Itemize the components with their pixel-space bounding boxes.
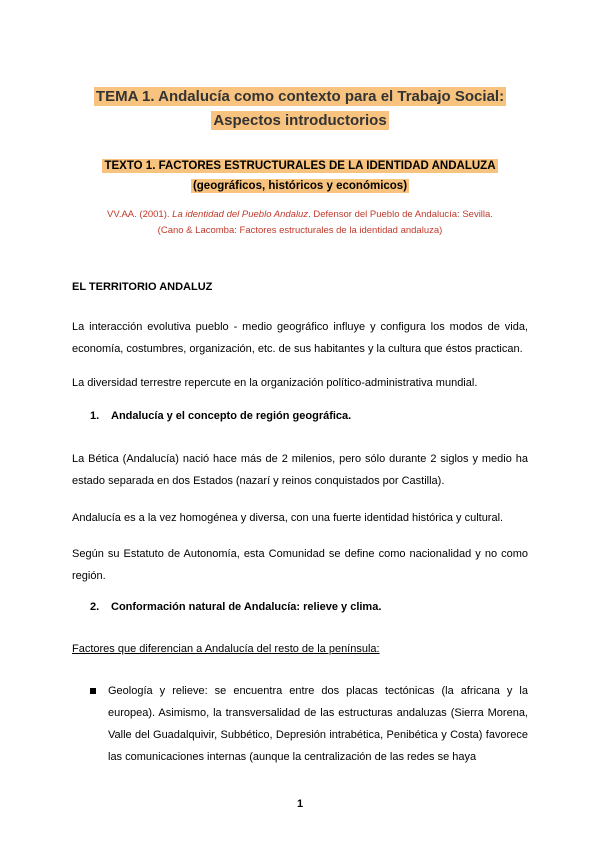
square-bullet-icon	[90, 688, 96, 694]
document-title-line-1: TEMA 1. Andalucía como contexto para el Trabajo Social:	[95, 88, 505, 105]
paragraph-2: La diversidad terrestre repercute en la organización político-administrativa mundial.	[72, 377, 478, 389]
list-item	[90, 680, 528, 768]
heading-2: 2. Conformación natural de Andalucía: relieve y clima.	[90, 601, 382, 613]
heading-1: 1. Andalucía y el concepto de región geográfica.	[90, 410, 352, 422]
paragraph-4: Andalucía es a la vez homogénea y diversa, con una fuerte identidad histórica y cultural.	[72, 512, 504, 524]
page-number: 1	[296, 798, 304, 810]
text-subtitle-line-1: TEXTO 1. FACTORES ESTRUCTURALES DE LA IDENTIDAD ANDALUZA	[104, 160, 496, 172]
factors-intro: Factores que diferencian a Andalucía del resto de la península:	[72, 643, 380, 655]
text-subtitle-line-2: (geográficos, históricos y económicos)	[192, 180, 408, 192]
paragraph-3: La Bética (Andalucía) nació hace más de 2 milenios, pero sólo durante 2 siglos y medio ha estado separada en dos Estados (nazarí y reinos conquistados por Castilla).	[72, 453, 528, 487]
section-title: EL TERRITORIO ANDALUZ	[72, 281, 213, 293]
reference-book-title: La identidad del Pueblo Andaluz	[172, 209, 309, 220]
document-title-line-2: Aspectos introductorios	[213, 112, 387, 129]
reference-line-2: (Cano & Lacomba: Factores estructurales de la identidad andaluza)	[157, 225, 443, 236]
paragraph-1: La interacción evolutiva pueblo - medio geográfico influye y configura los modos de vida, economía, costumbres, organización, etc. de sus habitantes y la cultura que éstos practican.	[72, 321, 528, 355]
list-item-text: Geología y relieve: se encuentra entre dos placas tectónicas (la africana y la europea). Asimismo, la transversalidad de las estructuras andaluzas (Sierra Morena, Valle del Guadalquivir, Subbético, Depresión intrabética, Penibética y Costa) favorece las comunicaciones internas (aunque la centralización de las redes se haya	[108, 685, 528, 763]
paragraph-5: Según su Estatuto de Autonomía, esta Comunidad se define como nacionalidad y no como región.	[72, 548, 528, 582]
reference-line-1: VV.AA. (2001). La identidad del Pueblo Andaluz. Defensor del Pueblo de Andalucía: Sevilla.	[107, 209, 493, 220]
